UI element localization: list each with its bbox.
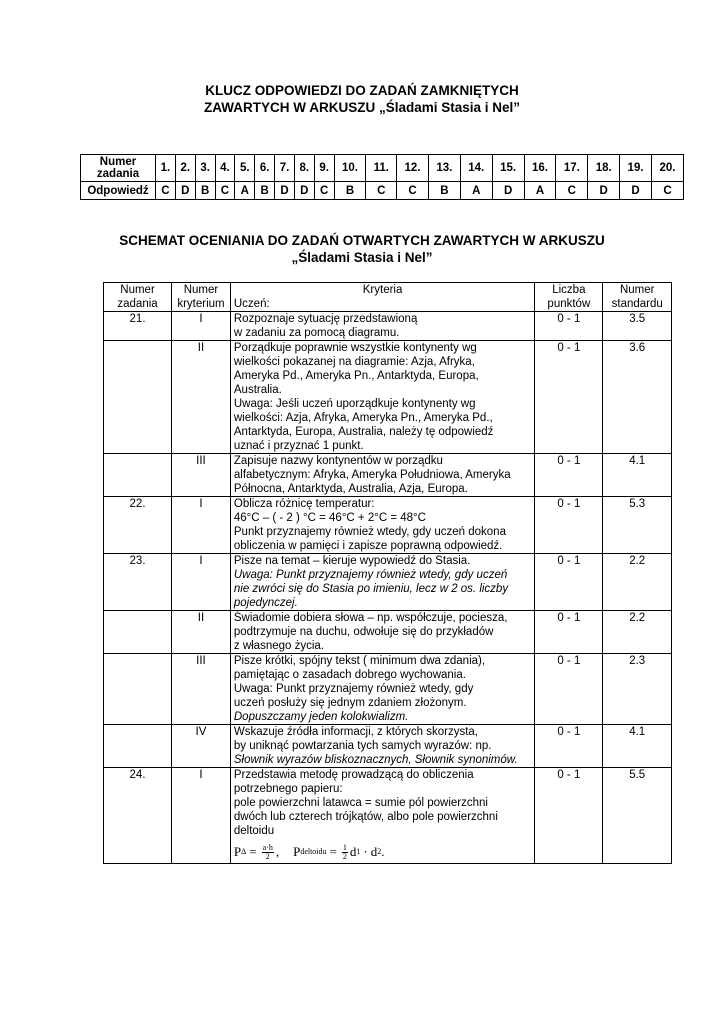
answer-cell: C xyxy=(397,182,429,200)
scheme-header-row xyxy=(104,283,672,312)
task-number: 1. xyxy=(156,155,176,182)
answer-cell: B xyxy=(195,182,215,200)
criteria-text: Wskazuje źródła informacji, z których skorzysta, by uniknąć powtarzania tych samych wyrazów: np. Słownik wyrazów bliskoznacznych, Słownik synonimów. xyxy=(230,725,534,768)
answer-cell: C xyxy=(366,182,397,200)
table-row: II Porządkuje poprawnie wszystkie kontynenty wg wielkości pokazanej na diagramie: Azja, Afryka, Ameryka Pd., Ameryka Pn., Antarktyda, Europa, Australia. Uwaga: Jeśli uczeń uporządkuje kontynenty wg wielkości: Azja, Afryka, Ameryka Pn., Ameryka Pd., Antarktyda, Europa, Australia, należy tę odpowiedź uznać i przyznać 1 punkt. 0 - 1 3.6 xyxy=(104,341,672,454)
scoring-scheme-table xyxy=(103,282,672,864)
task-number: 8. xyxy=(294,155,314,182)
task-number: 3. xyxy=(195,155,215,182)
temperature-formula: 46°C – ( - 2 ) °C = 46°C + 2°C = 48°C xyxy=(233,512,426,524)
answer-cell: D xyxy=(175,182,195,200)
answer-header: Odpowiedź xyxy=(81,182,156,200)
answer-key-table xyxy=(80,154,684,200)
answer-key-number-row xyxy=(81,155,684,182)
answer-cell: D xyxy=(588,182,620,200)
table-row: 22. I Oblicza różnicę temperatur: 46°C – ( - 2 ) °C = 46°C + 2°C = 48°C Punkt przyznajemy również wtedy, gdy uczeń dokona obliczenia w pamięci i zapisze poprawną odpowiedź. 0 - 1 5.3 xyxy=(104,497,672,554)
answer-cell: C xyxy=(314,182,334,200)
answer-cell: C xyxy=(556,182,588,200)
scoring-scheme-title: SCHEMAT OCENIANIA DO ZADAŃ OTWARTYCH ZAWARTYCH W ARKUSZU „Śladami Stasia i Nel” xyxy=(119,233,605,265)
table-row: III Zapisuje nazwy kontynentów w porządku alfabetycznym: Afryka, Ameryka Południowa, Ameryka Północna, Antarktyda, Australia, Azja, Europa. 0 - 1 4.1 xyxy=(104,454,672,497)
table-row: 21. I Rozpoznaje sytuację przedstawioną w zadaniu za pomocą diagramu. 0 - 1 3.5 xyxy=(104,312,672,341)
answer-cell: D xyxy=(294,182,314,200)
table-row: 23. I Pisze na temat – kieruje wypowiedź do Stasia. Uwaga: Punkt przyznajemy również wtedy, gdy uczeń nie zwróci się do Stasia po imieniu, lecz w 2 os. liczby pojedynczej. 0 - 1 2.2 xyxy=(104,554,672,611)
task-number: 12. xyxy=(397,155,429,182)
criterion-number-header: Numer kryterium xyxy=(172,283,231,312)
answer-cell: A xyxy=(524,182,556,200)
table-row: III Pisze krótki, spójny tekst ( minimum dwa zdania), pamiętając o zasadach dobrego wychowania. Uwaga: Punkt przyznajemy również wtedy, gdy uczeń posłuży się jednym zdaniem złożonym. Dopuszczamy jeden kolokwializm. 0 - 1 2.3 xyxy=(104,654,672,725)
criteria-text: Świadomie dobiera słowa – np. współczuje, pociesza, podtrzymuje na duchu, odwołuje się do przykładów z własnego życia. xyxy=(230,611,534,654)
standard-header: Numer standardu xyxy=(603,283,672,312)
points-header: Liczba punktów xyxy=(535,283,603,312)
task-number: 20. xyxy=(651,155,683,182)
answer-cell: C xyxy=(651,182,683,200)
answer-cell: C xyxy=(156,182,176,200)
criteria-text: Rozpoznaje sytuację przedstawioną w zadaniu za pomocą diagramu. xyxy=(230,312,534,341)
task-number: 13. xyxy=(428,155,460,182)
answer-cell: A xyxy=(460,182,492,200)
criteria-text: Przedstawia metodę prowadzącą do obliczenia potrzebnego papieru: pole powierzchni latawca = sumie pól powierzchni dwóch lub czterech trójkątów, albo pole powierzchni deltoidu P Δ = $\frac{a\cdot h}{2}$ , P deltoidu = $\frac{1}{2}$ d 1 · d 2 . xyxy=(230,768,534,864)
criteria-text: Porządkuje poprawnie wszystkie kontynenty wg wielkości pokazanej na diagramie: Azja, Afryka, Ameryka Pd., Ameryka Pn., Antarktyda, Europa, Australia. Uwaga: Jeśli uczeń uporządkuje kontynenty wg wielkości: Azja, Afryka, Ameryka Pn., Ameryka Pd., Antarktyda, Europa, Australia, należy tę odpowiedź uznać i przyznać 1 punkt. xyxy=(230,341,534,454)
task-number: 9. xyxy=(314,155,334,182)
table-row: II Świadomie dobiera słowa – np. współczuje, pociesza, podtrzymuje na duchu, odwołuje się do przykładów z własnego życia. 0 - 1 2.2 xyxy=(104,611,672,654)
task-number: 17. xyxy=(556,155,588,182)
task-number: 4. xyxy=(215,155,235,182)
criteria-text: Pisze krótki, spójny tekst ( minimum dwa zdania), pamiętając o zasadach dobrego wychowania. Uwaga: Punkt przyznajemy również wtedy, gdy uczeń posłuży się jednym zdaniem złożonym. Dopuszczamy jeden kolokwializm. xyxy=(230,654,534,725)
task-number: 7. xyxy=(275,155,295,182)
table-row: IV Wskazuje źródła informacji, z których skorzysta, by uniknąć powtarzania tych samych wyrazów: np. Słownik wyrazów bliskoznacznych, Słownik synonimów. 0 - 1 4.1 xyxy=(104,725,672,768)
task-number-header: Numer zadania xyxy=(104,283,172,312)
answer-cell: D xyxy=(492,182,524,200)
task-number: 15. xyxy=(492,155,524,182)
criteria-text: Zapisuje nazwy kontynentów w porządku alfabetycznym: Afryka, Ameryka Południowa, Ameryka Północna, Antarktyda, Australia, Azja, Europa. xyxy=(230,454,534,497)
answer-cell: D xyxy=(275,182,295,200)
answer-cell: C xyxy=(215,182,235,200)
task-number: 6. xyxy=(255,155,275,182)
criteria-text: Pisze na temat – kieruje wypowiedź do Stasia. Uwaga: Punkt przyznajemy również wtedy, gdy uczeń nie zwróci się do Stasia po imieniu, lecz w 2 os. liczby pojedynczej. xyxy=(230,554,534,611)
answer-key-title: KLUCZ ODPOWIEDZI DO ZADAŃ ZAMKNIĘTYCH ZAWARTYCH W ARKUSZU „Śladami Stasia i Nel” xyxy=(203,83,521,115)
task-number: 2. xyxy=(175,155,195,182)
table-row: 24. I Przedstawia metodę prowadzącą do obliczenia potrzebnego papieru: pole powierzchni latawca = sumie pól powierzchni dwóch lub czterech trójkątów, albo pole powierzchni deltoidu P Δ = $\frac{a\cdot h}{2}$ , P deltoidu = $\frac{1}{2}$ d 1 · d 2 . 0 - 1 5.5 xyxy=(104,768,672,864)
answer-cell: B xyxy=(428,182,460,200)
task-number: 11. xyxy=(366,155,397,182)
answer-cell: A xyxy=(235,182,255,200)
task-number: 14. xyxy=(460,155,492,182)
task-number: 19. xyxy=(620,155,652,182)
answer-cell: B xyxy=(255,182,275,200)
answer-key-answer-row xyxy=(81,182,684,200)
area-formula: P Δ = $\frac{a\cdot h}{2}$ , P deltoidu = $\frac{1}{2}$ d 1 · d 2 . xyxy=(233,842,385,861)
task-number: 10. xyxy=(334,155,366,182)
answer-cell: B xyxy=(334,182,366,200)
criteria-header: Kryteria Uczeń: xyxy=(230,283,534,312)
task-number: 18. xyxy=(588,155,620,182)
task-number: 16. xyxy=(524,155,556,182)
criteria-text: Oblicza różnicę temperatur: 46°C – ( - 2 ) °C = 46°C + 2°C = 48°C Punkt przyznajemy również wtedy, gdy uczeń dokona obliczenia w pamięci i zapisze poprawną odpowiedź. xyxy=(230,497,534,554)
number-header: Numer zadania xyxy=(81,155,156,182)
answer-cell: D xyxy=(620,182,652,200)
task-number: 5. xyxy=(235,155,255,182)
